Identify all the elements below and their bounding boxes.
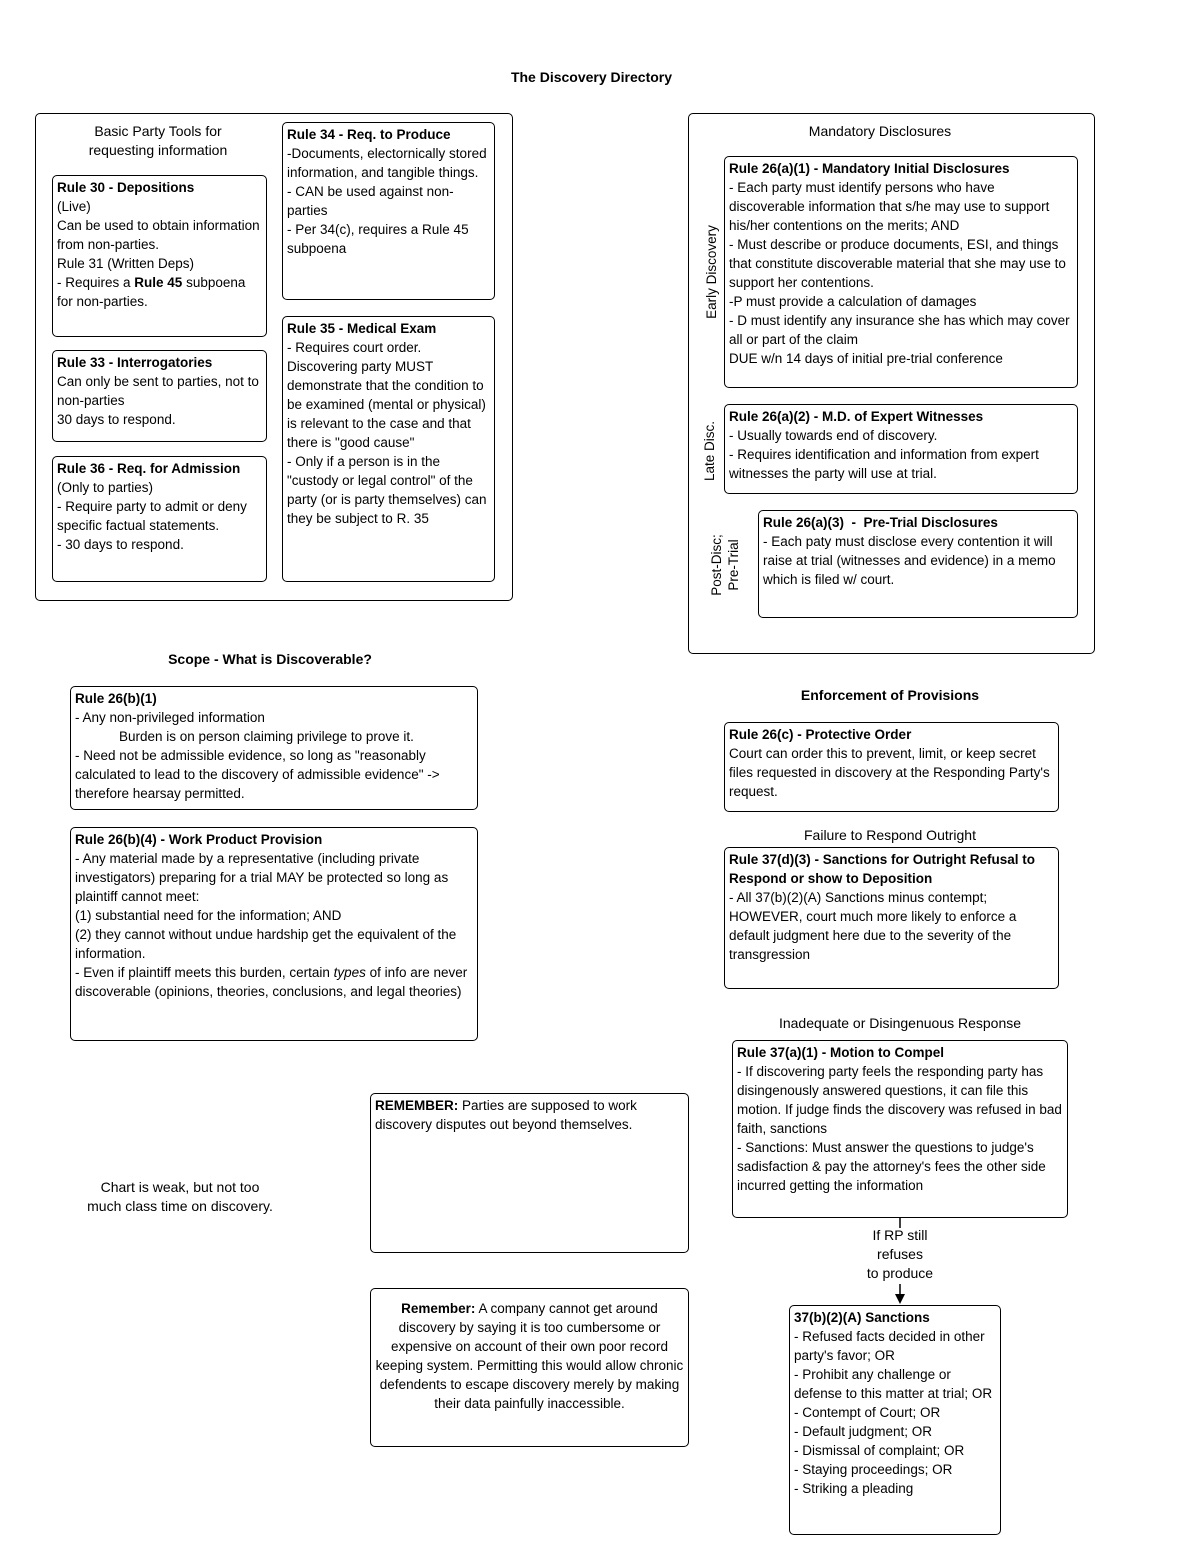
- enforcement-heading: Enforcement of Provisions: [800, 687, 980, 703]
- rule26a3-box: [758, 510, 1078, 618]
- rule36-title: Rule 36 - Req. for Admission: [57, 461, 241, 476]
- rule26c-title-line: [729, 725, 1054, 744]
- rule36-title-suffix: (Only to parties): [57, 480, 154, 495]
- late-disc-label: Late Disc.: [702, 420, 717, 482]
- rule37d3-body: - All 37(b)(2)(A) Sanctions minus contempt; HOWEVER, court much more likely to enforce a default judgment here due to the severity of the transgression: [729, 890, 1017, 962]
- rule26a1-title: Rule 26(a)(1) - Mandatory Initial Disclosures: [729, 161, 1010, 176]
- remember1-box: [370, 1093, 689, 1253]
- rule30-body: [57, 197, 262, 311]
- remember1-bold: REMEMBER:: [375, 1098, 459, 1113]
- rule37a1-body: - If discovering party feels the responding party has disingenously answered questions, it can file this motion. If judge finds the discovery was refused in bad faith, sanctions - Sanctions: Must answer the questions to judge's sadisfaction & pay the attorney's fees the other side incurred getting the information: [737, 1064, 1062, 1193]
- rule26b1-line1: - Any non-privileged information: [75, 710, 265, 725]
- rule26b1-body: - Need not be admissible evidence, so long as "reasonably calculated to lead to the discovery of admissible evidence" -> therefore hearsay permitted.: [75, 748, 440, 801]
- rule26a2-box: [724, 404, 1078, 494]
- basic-tools-heading: [48, 122, 268, 160]
- arrow-label: If RP still refuses to produce: [866, 1227, 934, 1281]
- rule37b2a-body: - Refused facts decided in other party's favor; OR - Prohibit any challenge or defense to this matter at trial; OR - Contempt of Court; OR - Default judgment; OR - Dismissal of complaint; OR - Staying proceedings; OR - Striking a pleading: [794, 1329, 993, 1496]
- rule35-title: Rule 35 - Medical Exam: [287, 321, 437, 336]
- rule26c-title: Rule 26(c): [729, 727, 794, 742]
- rule33-title: Rule 33 - Interrogatories: [57, 355, 213, 370]
- rule26b4-body: [75, 849, 473, 1001]
- rule26a3-title: Rule 26(a)(3) - Pre-Trial Disclosures: [763, 515, 998, 530]
- scope-heading: Scope - What is Discoverable?: [168, 651, 372, 667]
- rule26a3-body: - Each paty must disclose every contention it will raise at trial (witnesses and evidence) in a memo which is filed w/ court.: [763, 534, 1056, 587]
- rule37b2a-title: 37(b)(2)(A) Sanctions: [794, 1310, 930, 1325]
- basic-tools-heading-line2: requesting information: [88, 142, 228, 158]
- rule30-title: Rule 30 - Depositions: [57, 180, 195, 195]
- early-discovery-label: Early Discovery: [704, 225, 719, 319]
- arrowhead-icon: [895, 1294, 905, 1304]
- rule33-body: Can only be sent to parties, not to non-parties 30 days to respond.: [57, 374, 259, 427]
- rule35-body: - Requires court order. Discovering party MUST demonstrate that the condition to be examined (mental or physical) is relevant to the case and that there is "good cause" - Only if a person is in the "custody or legal control" of the party (or is party themselves) can they be subject to R. 35: [287, 340, 487, 526]
- mandatory-heading: Mandatory Disclosures: [808, 123, 952, 139]
- rule26c-box: [724, 722, 1059, 812]
- rule26b4-body-text: - Any material made by a representative (including private investigators) preparing for a trial MAY be protected so long as plaintiff cannot meet: (1) substantial need for the information; AND (2) they cannot without undue hardship get the equivalent of the information. - Even if plaintiff meets this burden, certain: [75, 851, 457, 980]
- remember2-bold: Remember:: [401, 1301, 476, 1316]
- rule26b4-title: Rule 26(b)(4) - Work Product Provision: [75, 832, 323, 847]
- rule36-body: - Require party to admit or deny specific factual statements. - 30 days to respond.: [57, 499, 247, 552]
- failure-label: Failure to Respond Outright: [804, 827, 976, 843]
- rule35-box: [282, 316, 495, 582]
- remember2-text: A company cannot get around discovery by saying it is too cumbersome or expensive on account of their own poor record keeping system. Permitting this would allow chronic defendents to escape discovery merely by making their data painfully inaccessible.: [375, 1301, 684, 1411]
- rule37a1-title: Rule 37(a)(1) - Motion to Compel: [737, 1045, 944, 1060]
- rule37a1-box: [732, 1040, 1068, 1218]
- remember1-text: Parties are supposed to work discovery disputes out beyond themselves.: [375, 1098, 637, 1132]
- rule26b4-italic: types: [333, 965, 366, 980]
- rule26a2-body: - Usually towards end of discovery. - Requires identification and information from expert witnesses the party will use at trial.: [729, 428, 1039, 481]
- rule26a2-title: Rule 26(a)(2) - M.D. of Expert Witnesses: [729, 409, 984, 424]
- basic-tools-heading-line1: Basic Party Tools for: [94, 123, 222, 139]
- rule34-body: -Documents, electornically stored information, and tangible things. - CAN be used against non-parties - Per 34(c), requires a Rule 45 subpoena: [287, 146, 487, 256]
- rule33-box: [52, 350, 267, 442]
- rule26b1-box: [70, 686, 478, 810]
- rule26c-title-suffix: - Protective Order: [793, 727, 912, 742]
- rule30-body-after: subpoena for non-parties.: [57, 275, 246, 309]
- rule26b1-title: Rule 26(b)(1): [75, 691, 157, 706]
- page-title: The Discovery Directory: [510, 69, 673, 85]
- rule30-rule45: Rule 45: [134, 275, 183, 290]
- rule26a1-body: - Each party must identify persons who have discoverable information that s/he may use to support his/her contentions on the merits; AND - Must describe or produce documents, ESI, and things that constitute discoverable material that she may use to support her contentions. -P must provide a calculation of damages - D must identify any insurance she has which may cover all or part of the claim DUE w/n 14 days of initial pre-trial conference: [729, 180, 1070, 366]
- rule26b4-body-after: of info are never discoverable (opinions, theories, conclusions, and legal theories): [75, 965, 468, 999]
- rule26c-body: Court can order this to prevent, limit, or keep secret files requested in discovery at the Responding Party's request.: [729, 746, 1050, 799]
- rule26b4-box: [70, 827, 478, 1041]
- rule34-title: Rule 34 - Req. to Produce: [287, 127, 451, 142]
- rule37d3-title: Rule 37(d)(3) - Sanctions for Outright Refusal to Respond or show to Deposition: [729, 852, 1036, 886]
- rule34-box: [282, 122, 495, 300]
- rule37b2a-box: [789, 1305, 1001, 1535]
- rule30-box: [52, 175, 267, 337]
- rule36-box: [52, 456, 267, 582]
- chart-note: Chart is weak, but not too much class time on discovery.: [87, 1179, 273, 1214]
- rule26a1-box: [724, 156, 1078, 388]
- rule36-title-line: [57, 459, 262, 497]
- inadequate-label: Inadequate or Disingenuous Response: [778, 1015, 1022, 1031]
- rule26b1-line2: Burden is on person claiming privilege to prove it.: [119, 729, 414, 744]
- post-disc-label: Post-Disc; Pre-Trial: [709, 534, 741, 596]
- rule30-body-text: (Live) Can be used to obtain information from non-parties. Rule 31 (Written Deps) - Requires a: [57, 199, 260, 290]
- rule37d3-box: [724, 847, 1059, 989]
- remember2-box: [370, 1288, 689, 1447]
